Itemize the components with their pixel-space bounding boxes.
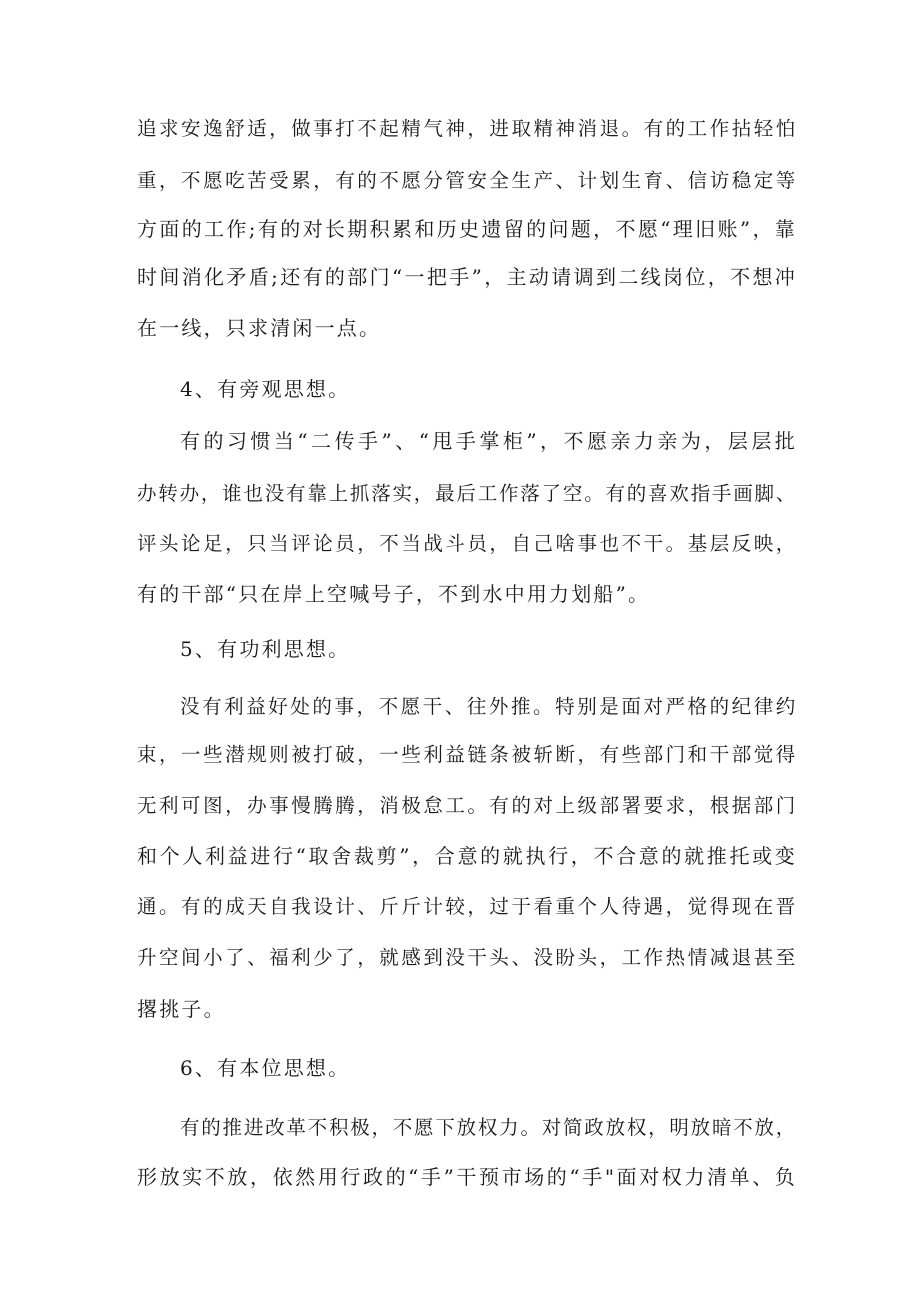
text-line: 有的习惯当“二传手”、“甩手掌柜”，不愿亲力亲为，层层批 xyxy=(180,429,797,453)
text-line: 无利可图，办事慢腾腾，消极怠工。有的对上级部署要求，根据部门 xyxy=(137,794,797,817)
text-line: 重，不愿吃苦受累，有的不愿分管安全生产、计划生育、信访稳定等 xyxy=(137,169,797,192)
heading-text: 4、有旁观思想。 xyxy=(180,377,351,401)
text-line: 束，一些潜规则被打破，一些利益链条被斩断，有些部门和干部觉得 xyxy=(137,743,797,766)
text-line: 撂挑子。 xyxy=(137,997,226,1021)
heading-text: 5、有功利思想。 xyxy=(180,637,351,661)
text-line: 升空间小了、福利少了，就感到没干头、没盼头，工作热情减退甚至 xyxy=(137,946,797,969)
text-line: 时间消化矛盾;还有的部门“一把手”，主动请调到二线岗位，不想冲 xyxy=(137,265,797,289)
text-line: 通。有的成天自我设计、斤斤计较，过于看重个人待遇，觉得现在晋 xyxy=(137,895,797,918)
text-line: 和个人利益进行“取舍裁剪”，合意的就执行，不合意的就推托或变 xyxy=(137,844,797,868)
text-line: 没有利益好处的事，不愿干、往外推。特别是面对严格的纪律约 xyxy=(180,695,797,718)
text-line: 在一线，只求清闲一点。 xyxy=(137,316,382,340)
text-line: 评头论足，只当评论员，不当战斗员，自己啥事也不干。基层反映， xyxy=(137,532,797,555)
text-line: 有的推进改革不积极，不愿下放权力。对简政放权，明放暗不放， xyxy=(180,1116,797,1139)
text-line: 有的干部“只在岸上空喊号子，不到水中用力划船”。 xyxy=(137,582,651,606)
text-line: 追求安逸舒适，做事打不起精气神，进取精神消退。有的工作拈轻怕 xyxy=(137,117,797,140)
text-line: 方面的工作;有的对长期积累和历史遗留的问题，不愿“理旧账”，靠 xyxy=(137,217,797,241)
heading-text: 6、有本位思想。 xyxy=(180,1056,351,1080)
text-line: 办转办，谁也没有靠上抓落实，最后工作落了空。有的喜欢指手画脚、 xyxy=(137,482,797,505)
text-line: 形放实不放，依然用行政的“手”干预市场的“手"面对权力清单、负 xyxy=(137,1165,797,1189)
